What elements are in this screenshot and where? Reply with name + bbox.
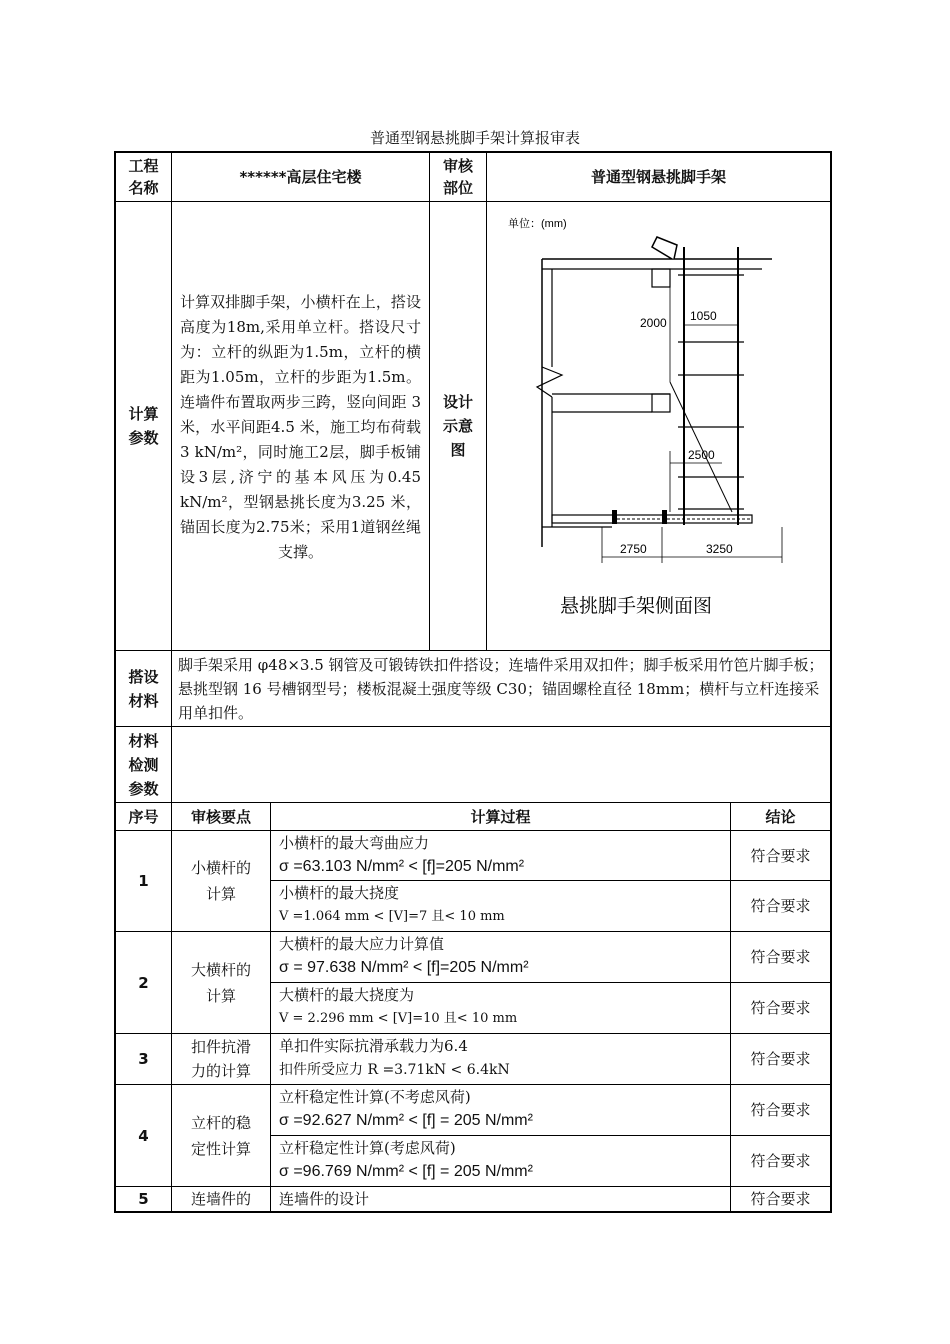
- diagram-unit: 单位：(mm): [508, 218, 567, 230]
- row-point: 大横杆的计算: [190, 960, 251, 1005]
- process-cell: 小横杆的最大挠度 V =1.064 mm < [V]=7 且< 10 mm: [279, 884, 505, 924]
- row-no: 4: [138, 1126, 149, 1145]
- materials-label: 搭设材料: [128, 667, 159, 710]
- result-cell: 符合要求: [750, 1101, 811, 1119]
- result-cell: 符合要求: [750, 999, 811, 1017]
- result-cell: 符合要求: [750, 1152, 811, 1170]
- process-cell: 大横杆的最大应力计算值 σ = 97.638 N/mm² < [f]=205 N/mm²: [279, 935, 529, 976]
- review-part-value: 普通型钢悬挑脚手架: [590, 168, 726, 186]
- process-cell: 连墙件的设计: [279, 1190, 370, 1208]
- review-table: [114, 151, 832, 1212]
- project-name-value: ******高层住宅楼: [239, 168, 362, 186]
- col-header-process: 计算过程: [470, 807, 531, 826]
- dim-1050: 1050: [690, 309, 717, 323]
- process-cell: 大横杆的最大挠度为 V = 2.296 mm < [V]=10 且< 10 mm: [279, 986, 518, 1026]
- row-point: 扣件抗滑力的计算: [190, 1038, 251, 1080]
- process-cell: 立杆稳定性计算(考虑风荷) σ =96.769 N/mm² < [f] = 205 N/mm²: [279, 1139, 533, 1180]
- col-header-point: 审核要点: [190, 807, 251, 826]
- row-no: 3: [138, 1050, 149, 1068]
- result-cell: 符合要求: [750, 897, 811, 915]
- result-cell: 符合要求: [750, 1190, 811, 1208]
- project-name-label: 工程名称: [128, 157, 159, 197]
- diagram-caption: 悬挑脚手架侧面图: [560, 596, 713, 617]
- process-cell: 单扣件实际抗滑承载力为6.4 扣件所受应力 R =3.71kN < 6.4kN: [279, 1037, 510, 1078]
- result-cell: 符合要求: [750, 1050, 811, 1068]
- dim-2500: 2500: [688, 448, 715, 462]
- dim-2750: 2750: [620, 542, 647, 556]
- row-no: 5: [138, 1190, 149, 1208]
- materials-text: 脚手架采用 φ48×3.5 钢管及可锻铸铁扣件搭设；连墙件采用双扣件；脚手板采用竹笆片脚手板；悬挑型钢 16 号槽钢型号；楼板混凝土强度等级 C30；锚固螺栓直径 18mm；横杆与立杆连接采用单扣件。: [178, 655, 824, 722]
- row-point: 小横杆的计算: [190, 859, 251, 903]
- review-part-label: 审核部位: [442, 157, 473, 197]
- process-cell: 立杆稳定性计算(不考虑风荷) σ =92.627 N/mm² < [f] = 205 N/mm²: [279, 1088, 533, 1129]
- result-cell: 符合要求: [750, 847, 811, 865]
- scaffold-side-view-diagram: [492, 207, 826, 645]
- process-cell: 小横杆的最大弯曲应力 σ =63.103 N/mm² < [f]=205 N/mm²: [279, 834, 525, 875]
- row-point: 连墙件的: [190, 1190, 251, 1208]
- col-header-result: 结论: [765, 807, 796, 826]
- row-no: 2: [138, 973, 149, 992]
- row-point: 立杆的稳定性计算: [190, 1113, 251, 1158]
- test-params-value: [172, 727, 830, 802]
- params-label: 计算参数: [128, 405, 159, 447]
- diagram-label: 设计示意图: [442, 393, 473, 459]
- params-text: 计算双排脚手架，小横杆在上，搭设高度为18m,采用单立杆。搭设尺寸为：立杆的纵距为1.5m，立杆的横距为1.05m，立杆的步距为1.5m。连墙件布置取两步三跨，竖向间距 3 米，水平间距4.5 米，施工均布荷载3 kN/m²，同时施工2层，脚手板铺设3层,济宁的基本风压为0.45 kN/m²，型钢悬挑长度为3.25 米，锚固长度为2.75米；采用1道钢丝绳支撑。: [180, 292, 421, 561]
- row-no: 1: [138, 872, 149, 890]
- page-title: 普通型钢悬挑脚手架计算报审表: [369, 129, 580, 147]
- test-params-label: 材料检测参数: [128, 731, 159, 798]
- col-header-no: 序号: [128, 807, 159, 826]
- dim-2000: 2000: [640, 316, 667, 330]
- dim-3250: 3250: [706, 542, 733, 556]
- result-cell: 符合要求: [750, 948, 811, 966]
